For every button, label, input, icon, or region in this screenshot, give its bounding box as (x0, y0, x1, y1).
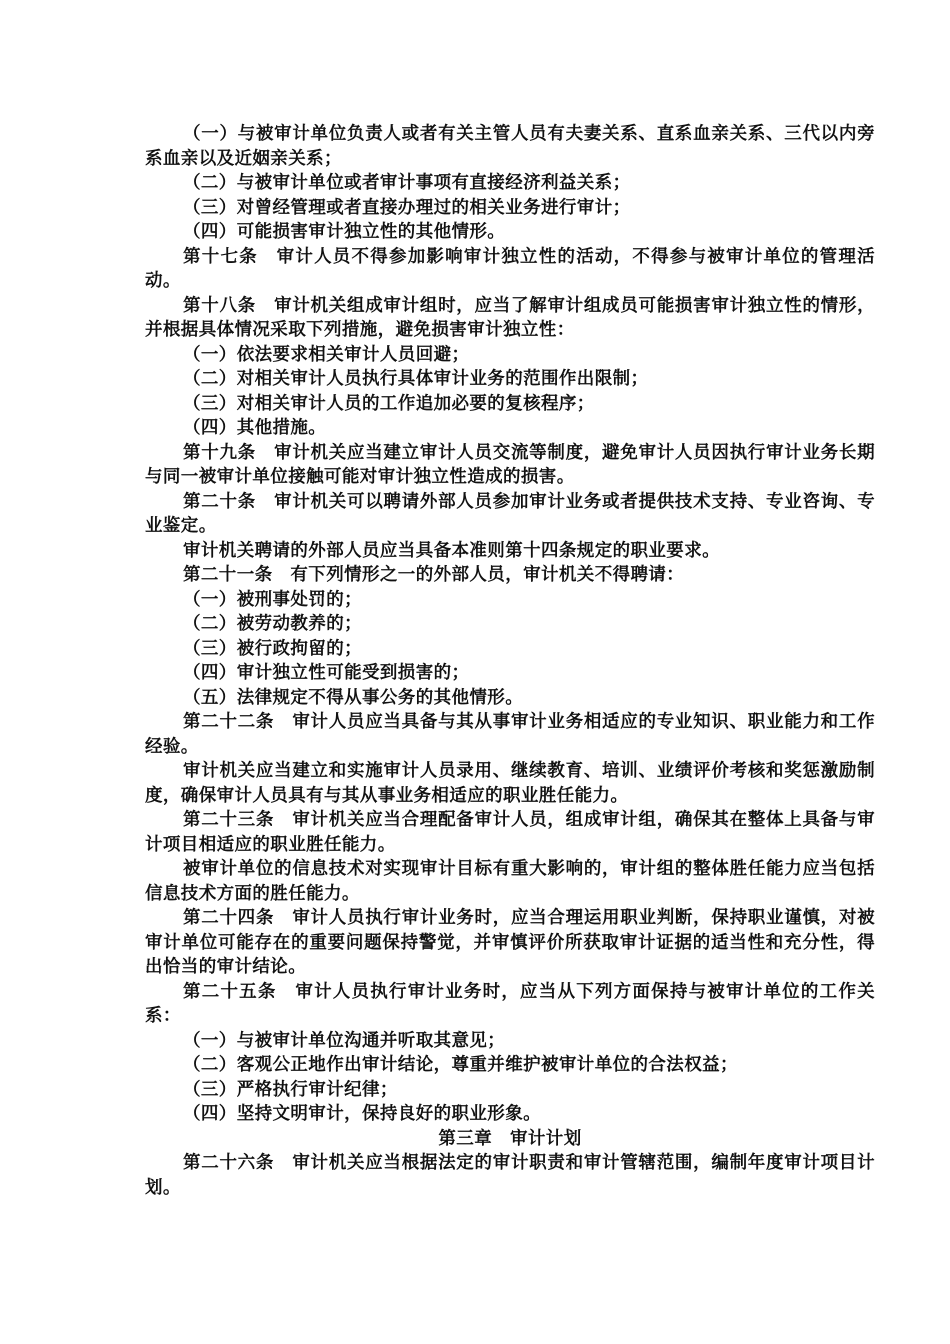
list-item: （四）其他措施。 (183, 418, 327, 438)
article-paragraph: 第二十一条 有下列情形之一的外部人员，审计机关不得聘请： (183, 565, 685, 585)
list-item: （二）与被审计单位或者审计事项有直接经济利益关系； (183, 173, 631, 193)
article-paragraph: 第十九条 审计机关应当建立审计人员交流等制度，避免审计人员因执行审计业务长期与同一被审计单位接触可能对审计独立性造成的损害。 (145, 442, 875, 487)
document-body (145, 122, 875, 1200)
list-item: （一）与被审计单位沟通并听取其意见； (183, 1030, 506, 1051)
list-item: （四）可能损害审计独立性的其他情形。 (183, 222, 506, 242)
article-paragraph: 被审计单位的信息技术对实现审计目标有重大影响的，审计组的整体胜任能力应当包括信息技术方面的胜任能力。 (145, 859, 875, 904)
list-item: （三）对相关审计人员的工作追加必要的复核程序； (183, 393, 595, 414)
list-item: （二）客观公正地作出审计结论，尊重并维护被审计单位的合法权益； (183, 1055, 738, 1075)
article-paragraph: 审计机关聘请的外部人员应当具备本准则第十四条规定的职业要求。 (183, 540, 720, 561)
article-paragraph: 第二十三条 审计机关应当合理配备审计人员，组成审计组，确保其在整体上具备与审计项目相适应的职业胜任能力。 (145, 810, 875, 855)
list-item: （二）被劳动教养的； (183, 614, 362, 634)
article-paragraph: 第二十六条 审计机关应当根据法定的审计职责和审计管辖范围，编制年度审计项目计划。 (145, 1153, 875, 1198)
article-paragraph: 第二十条 审计机关可以聘请外部人员参加审计业务或者提供技术支持、专业咨询、专业鉴定。 (145, 491, 875, 536)
article-paragraph: 第十七条 审计人员不得参加影响审计独立性的活动，不得参与被审计单位的管理活动。 (145, 246, 875, 291)
chapter-heading: 第三章 审计计划 (438, 1128, 582, 1149)
list-item: （二）对相关审计人员执行具体审计业务的范围作出限制； (183, 369, 649, 389)
list-item: （四）坚持文明审计，保持良好的职业形象。 (183, 1104, 541, 1124)
list-item: （一）被刑事处罚的； (183, 589, 362, 610)
article-paragraph: 第二十四条 审计人员执行审计业务时，应当合理运用职业判断，保持职业谨慎，对被审计单位可能存在的重要问题保持警觉，并审慎评价所获取审计证据的适当性和充分性，得出恰当的审计结论。 (145, 908, 875, 977)
article-paragraph: 第十八条 审计机关组成审计组时，应当了解审计组成员可能损害审计独立性的情形，并根据具体情况采取下列措施，避免损害审计独立性： (145, 295, 875, 340)
article-paragraph: 审计机关应当建立和实施审计人员录用、继续教育、培训、业绩评价考核和奖惩激励制度，确保审计人员具有与其从事业务相适应的职业胜任能力。 (145, 761, 875, 806)
list-item: （三）对曾经管理或者直接办理过的相关业务进行审计； (183, 197, 631, 218)
list-item: （五）法律规定不得从事公务的其他情形。 (183, 687, 524, 708)
article-paragraph: 第二十五条 审计人员执行审计业务时，应当从下列方面保持与被审计单位的工作关系： (145, 981, 875, 1026)
list-item: （一）与被审计单位负责人或者有关主管人员有夫妻关系、直系血亲关系、三代以内旁系血亲以及近姻亲关系； (145, 124, 875, 169)
list-item: （四）审计独立性可能受到损害的； (183, 663, 470, 683)
list-item: （一）依法要求相关审计人员回避； (183, 344, 470, 365)
list-item: （三）被行政拘留的； (183, 638, 362, 659)
list-item: （三）严格执行审计纪律； (183, 1079, 398, 1100)
article-paragraph: 第二十二条 审计人员应当具备与其从事审计业务相适应的专业知识、职业能力和工作经验。 (145, 712, 875, 757)
